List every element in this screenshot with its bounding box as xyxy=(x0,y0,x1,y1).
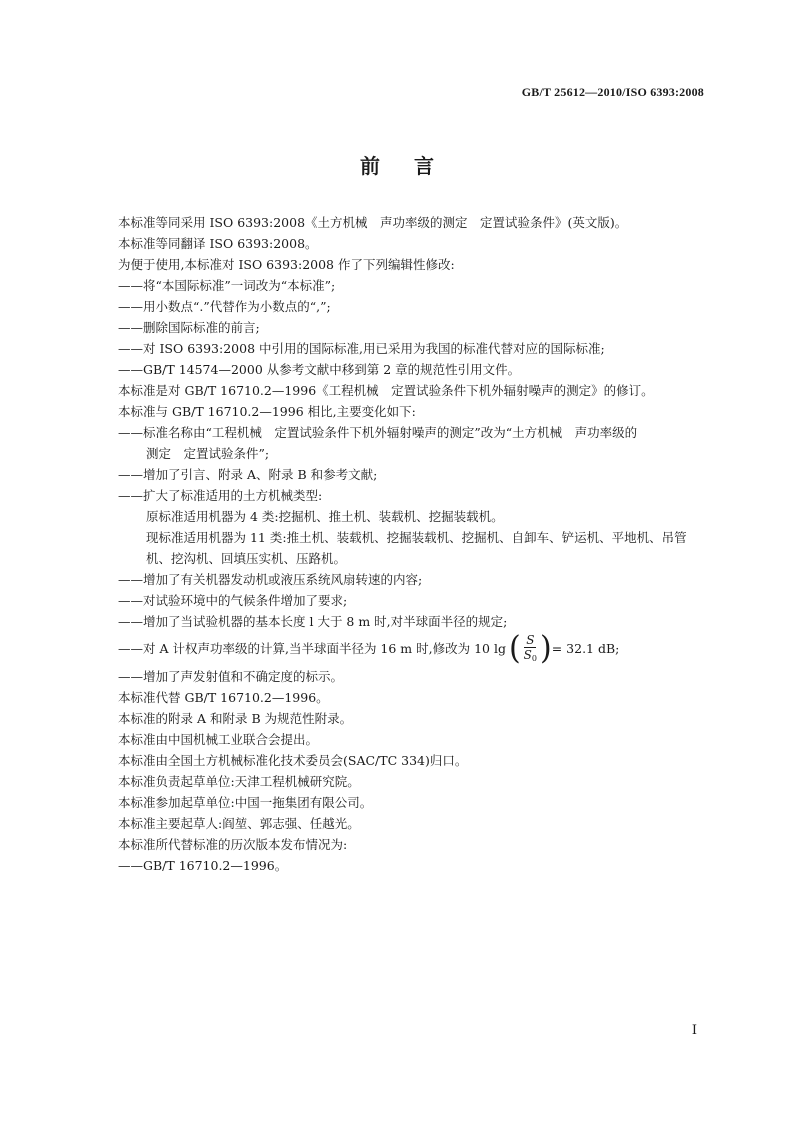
formula-prefix: ——对 A 计权声功率级的计算,当半球面半径为 16 m 时,修改为 10 lg xyxy=(118,641,506,656)
list-item: ——扩大了标准适用的土方机械类型: xyxy=(118,488,323,503)
standard-code-header: GB/T 25612—2010/ISO 6393:2008 xyxy=(521,85,704,99)
list-item-continuation: 测定 定置试验条件”; xyxy=(146,446,270,461)
paragraph-line: 本标准由中国机械工业联合会提出。 xyxy=(118,732,319,747)
page-number: I xyxy=(691,1023,697,1038)
paragraph-line: 本标准等同采用 ISO 6393:2008《土方机械 声功率级的测定 定置试验条件》(英文版)。 xyxy=(118,215,628,230)
paragraph-line: 本标准所代替标准的历次版本发布情况为: xyxy=(118,837,348,852)
formula-list-item xyxy=(118,632,718,666)
list-item: ——对 ISO 6393:2008 中引用的国际标准,用已采用为我国的标准代替对应的国际标准; xyxy=(118,341,605,356)
list-item: ——GB/T 16710.2—1996。 xyxy=(118,858,288,873)
list-item: ——标准名称由“工程机械 定置试验条件下机外辐射噪声的测定”改为“土方机械 声功率级的 xyxy=(118,425,638,440)
denominator-subscript: 0 xyxy=(531,653,537,663)
open-paren: ( xyxy=(508,630,521,667)
page-title: 前言 xyxy=(360,154,468,178)
list-item-detail: 原标准适用机器为 4 类:挖掘机、推土机、装载机、挖掘装载机。 xyxy=(146,509,504,524)
paragraph-line: 本标准负责起草单位:天津工程机械研究院。 xyxy=(118,774,360,789)
list-item-continuation: 机、挖沟机、回填压实机、压路机。 xyxy=(146,551,347,566)
list-item: ——用小数点“.”代替作为小数点的“,”; xyxy=(118,299,331,314)
paragraph-line: 为便于使用,本标准对 ISO 6393:2008 作了下列编辑性修改: xyxy=(118,257,455,272)
paragraph-line: 本标准与 GB/T 16710.2—1996 相比,主要变化如下: xyxy=(118,404,416,419)
foreword-body xyxy=(118,212,718,876)
list-item: ——增加了引言、附录 A、附录 B 和参考文献; xyxy=(118,467,378,482)
close-paren: ) xyxy=(540,630,552,667)
paragraph-line: 本标准由全国土方机械标准化技术委员会(SAC/TC 334)归口。 xyxy=(118,753,468,768)
list-item: ——增加了有关机器发动机或液压系统风扇转速的内容; xyxy=(118,572,423,587)
paragraph-line: 本标准主要起草人:阎堃、郭志强、任越光。 xyxy=(118,816,360,831)
list-item: ——增加了声发射值和不确定度的标示。 xyxy=(118,669,344,684)
paragraph-line: 本标准等同翻译 ISO 6393:2008。 xyxy=(118,236,318,251)
list-item-detail: 现标准适用机器为 11 类:推土机、装载机、挖掘装载机、挖掘机、自卸车、铲运机、平地机、吊管 xyxy=(146,530,687,545)
paragraph-line: 本标准的附录 A 和附录 B 为规范性附录。 xyxy=(118,711,353,726)
list-item: ——将“本国际标准”一词改为“本标准”; xyxy=(118,278,336,293)
fraction-expression xyxy=(508,630,552,667)
list-item: ——删除国际标准的前言; xyxy=(118,320,260,335)
fraction xyxy=(522,633,539,666)
paragraph-line: 本标准代替 GB/T 16710.2—1996。 xyxy=(118,690,329,705)
paragraph-line: 本标准是对 GB/T 16710.2—1996《工程机械 定置试验条件下机外辐射噪声的测定》的修订。 xyxy=(118,383,654,398)
formula-suffix: = 32.1 dB; xyxy=(551,641,620,656)
list-item: ——GB/T 14574—2000 从参考文献中移到第 2 章的规范性引用文件。 xyxy=(118,362,521,377)
paragraph-line: 本标准参加起草单位:中国一拖集团有限公司。 xyxy=(118,795,373,810)
fraction-numerator: S xyxy=(526,632,535,647)
list-item: ——对试验环境中的气候条件增加了要求; xyxy=(118,593,348,608)
list-item: ——增加了当试验机器的基本长度 l 大于 8 m 时,对半球面半径的规定; xyxy=(118,614,508,629)
fraction-denominator: $S_0$ xyxy=(523,647,537,663)
